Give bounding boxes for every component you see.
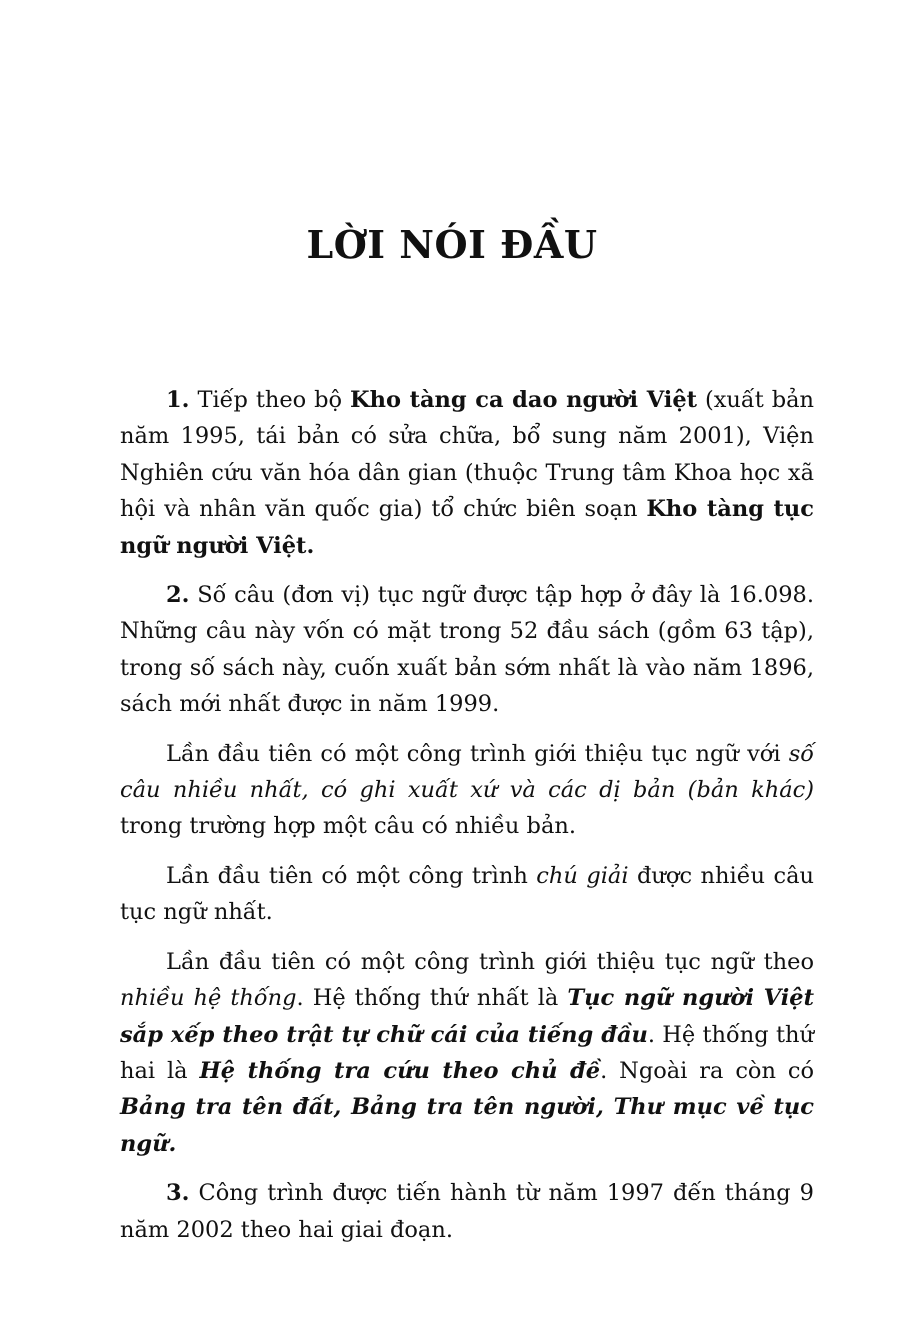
paragraph-4: Lần đầu tiên có một công trình chú giải được nhiều câu tục ngữ nhất.: [120, 862, 814, 926]
paragraph-3: Lần đầu tiên có một công trình giới thiệu tục ngữ với số câu nhiều nhất, có ghi xuất xứ và các dị bản (bản khác) trong trường hợp một câu có nhiều bản.: [120, 740, 814, 840]
body-text: [120, 382, 814, 1261]
page-title: LỜI NÓI ĐẦU: [306, 222, 598, 267]
paragraph-1: 1. Tiếp theo bộ Kho tàng ca dao người Việt (xuất bản năm 1995, tái bản có sửa chữa, bổ sung năm 2001), Viện Nghiên cứu văn hóa dân gian (thuộc Trung tâm Khoa học xã hội và nhân văn quốc gia) tổ chức biên soạn Kho tàng tục ngữ người Việt.: [120, 387, 814, 559]
paragraph-6: 3. Công trình được tiến hành từ năm 1997 đến tháng 9 năm 2002 theo hai giai đoạn.: [120, 1180, 814, 1243]
paragraph-2: 2. Số câu (đơn vị) tục ngữ được tập hợp ở đây là 16.098. Những câu này vốn có mặt trong 52 đầu sách (gồm 63 tập), trong số sách này, cuốn xuất bản sớm nhất là vào năm 1896, sách mới nhất được in năm 1999.: [120, 582, 814, 718]
section-number: 3.: [166, 1180, 190, 1207]
section-number: 1.: [166, 387, 190, 413]
paragraph-5: Lần đầu tiên có một công trình giới thiệu tục ngữ theo nhiều hệ thống. Hệ thống thứ nhất là Tục ngữ người Việt sắp xếp theo trật tự chữ cái của tiếng đầu. Hệ thống thứ hai là Hệ thống tra cứu theo chủ đề. Ngoài ra còn có Bảng tra tên đất, Bảng tra tên người, Thư mục về tục ngữ.: [120, 948, 814, 1157]
section-number: 2.: [166, 582, 190, 609]
